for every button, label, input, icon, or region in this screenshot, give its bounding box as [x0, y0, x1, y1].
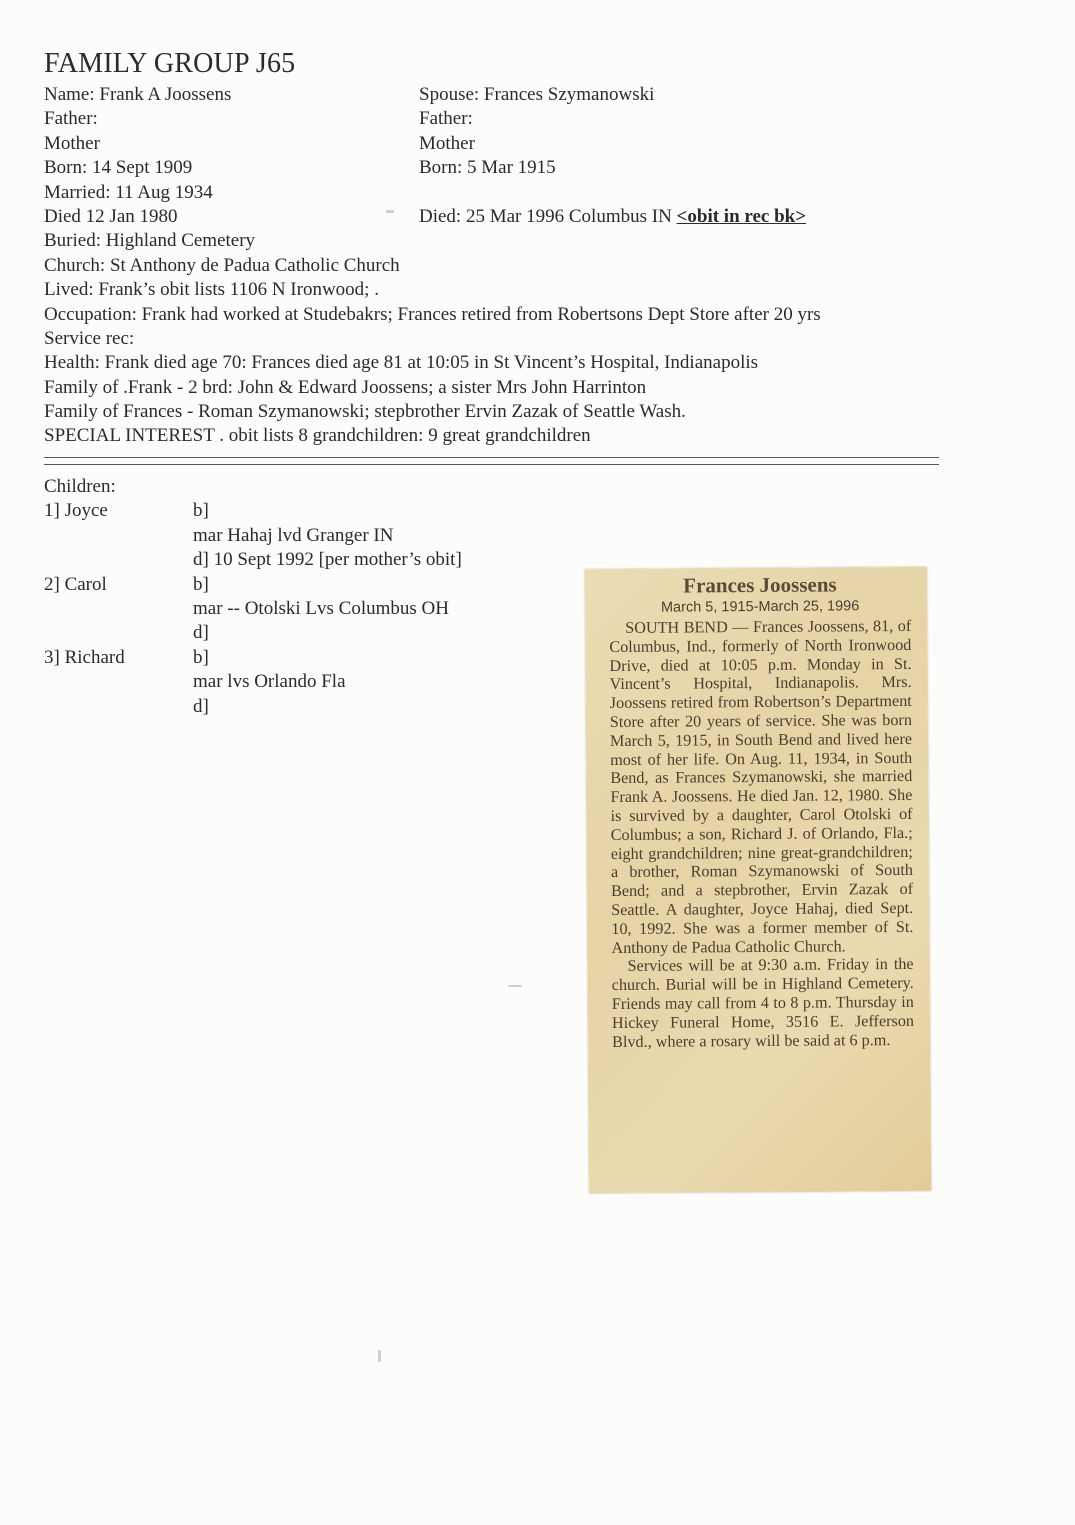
child-row — [44, 524, 394, 548]
row-church — [44, 254, 821, 278]
page-title: FAMILY GROUP J65 — [44, 48, 296, 79]
service-field: Service rec: — [44, 327, 135, 349]
obituary-paragraph: SOUTH BEND — Frances Joossens, 81, of Columbus, Ind., formerly of North Ironwood Drive, died at 10:05 p.m. Monday in St. Vincent’s Hospital, Indianapolis. Mrs. Joossens retired from Robertson’s Department Store after 20 years of service. She was born March 5, 1915, in South Bend and lived here most of her life. On Aug. 11, 1934, in South Bend, as Frances Szymanowski, she married Frank A. Joossens. He died Jan. 12, 1980. She is survived by a daughter, Carol Otolski of Columbus; a son, Richard J. of Orlando, Fla.; eight grandchildren; nine great-grandchildren; a brother, Roman Szymanowski of South Bend; and a stepbrother, Ervin Zazak of Seattle. A daughter, Joyce Hahaj, died Sept. 10, 1992. She was a former member of St. Anthony de Padua Catholic Church. — [609, 616, 914, 957]
child-married: mar Hahaj lvd Granger IN — [193, 524, 394, 546]
health-field: Health: Frank died age 70: Frances died age 81 at 10:05 in St Vincent’s Hospital, Indianapolis — [44, 352, 759, 374]
scan-speck — [378, 1350, 381, 1362]
row-family-frank — [44, 376, 821, 400]
spouse-died-text: Died: 25 Mar 1996 Columbus IN — [419, 205, 672, 227]
obit-link[interactable]: <obit in rec bk> — [676, 205, 807, 227]
spouse-died-field — [419, 205, 806, 229]
child-married: mar lvs Orlando Fla — [193, 671, 346, 693]
clipping-content — [609, 571, 914, 1051]
spouse-field: Spouse: Frances Szymanowski — [419, 84, 655, 105]
obituary-name: Frances Joossens — [683, 572, 837, 598]
spouse-mother-field: Mother — [419, 132, 475, 154]
children-heading: Children: — [44, 476, 116, 497]
born-field: Born: 14 Sept 1909 — [44, 157, 193, 179]
child-born: b] — [193, 500, 209, 522]
occupation-field: Occupation: Frank had worked at Studebakrs; Frances retired from Robertsons Dept Store after 20 yrs — [44, 303, 821, 325]
child-died: d] — [193, 695, 209, 717]
lived-field: Lived: Frank’s obit lists 1106 N Ironwood; . — [44, 279, 379, 301]
obituary-paragraph: Services will be at 9:30 a.m. Friday in the church. Burial will be in Highland Cemetery. Friends may call from 4 to 8 p.m. Thursday in Hickey Funeral Home, 3516 E. Jefferson Blvd., where a rosary will be said at 6 p.m. — [611, 955, 915, 1051]
child-row — [44, 597, 449, 621]
child-row — [44, 670, 346, 694]
special-interest-field: SPECIAL INTEREST . obit lists 8 grandchildren: 9 great grandchildren — [44, 425, 591, 447]
scan-speck — [508, 985, 522, 987]
scan-speck — [386, 210, 394, 213]
obituary-dates: March 5, 1915-March 25, 1996 — [660, 598, 860, 616]
spouse-born-field: Born: 5 Mar 1915 — [419, 157, 556, 179]
row-occupation — [44, 303, 821, 327]
row-died — [44, 205, 821, 229]
family-frances-field: Family of Frances - Roman Szymanowski; stepbrother Ervin Zazak of Seattle Wash. — [44, 401, 686, 423]
row-father — [44, 107, 821, 131]
row-family-frances — [44, 400, 821, 424]
name-field: Name: Frank A Joossens — [44, 84, 232, 105]
died-field: Died 12 Jan 1980 — [44, 205, 178, 227]
child-label: 3] Richard — [44, 646, 125, 668]
spouse-father-field: Father: — [419, 108, 473, 130]
family-frank-field: Family of .Frank - 2 brd: John & Edward Joossens; a sister Mrs John Harrinton — [44, 376, 647, 398]
row-buried — [44, 229, 821, 253]
child-row — [44, 499, 209, 523]
child-row — [44, 695, 209, 719]
row-name — [44, 83, 821, 107]
family-fields — [44, 83, 821, 449]
child-born: b] — [193, 573, 209, 595]
double-divider — [44, 457, 939, 465]
child-label: 2] Carol — [44, 573, 107, 595]
row-lived — [44, 278, 821, 302]
child-died: d] 10 Sept 1992 [per mother’s obit] — [193, 549, 462, 571]
child-row — [44, 548, 462, 572]
row-special-interest — [44, 424, 821, 448]
child-married: mar -- Otolski Lvs Columbus OH — [193, 597, 449, 619]
child-died: d] — [193, 622, 209, 644]
row-married — [44, 181, 821, 205]
obituary-clipping — [585, 567, 931, 1193]
church-field: Church: St Anthony de Padua Catholic Church — [44, 254, 400, 276]
child-row — [44, 646, 209, 670]
row-health — [44, 351, 821, 375]
child-row — [44, 573, 209, 597]
child-row — [44, 621, 209, 645]
children-section — [44, 475, 462, 719]
mother-field: Mother — [44, 132, 100, 154]
row-mother — [44, 132, 821, 156]
obituary-body — [609, 617, 914, 1051]
married-field: Married: 11 Aug 1934 — [44, 181, 213, 203]
row-service — [44, 327, 821, 351]
buried-field: Buried: Highland Cemetery — [44, 230, 256, 252]
father-field: Father: — [44, 108, 98, 130]
child-born: b] — [193, 646, 209, 668]
child-label: 1] Joyce — [44, 500, 108, 522]
row-born — [44, 156, 821, 180]
